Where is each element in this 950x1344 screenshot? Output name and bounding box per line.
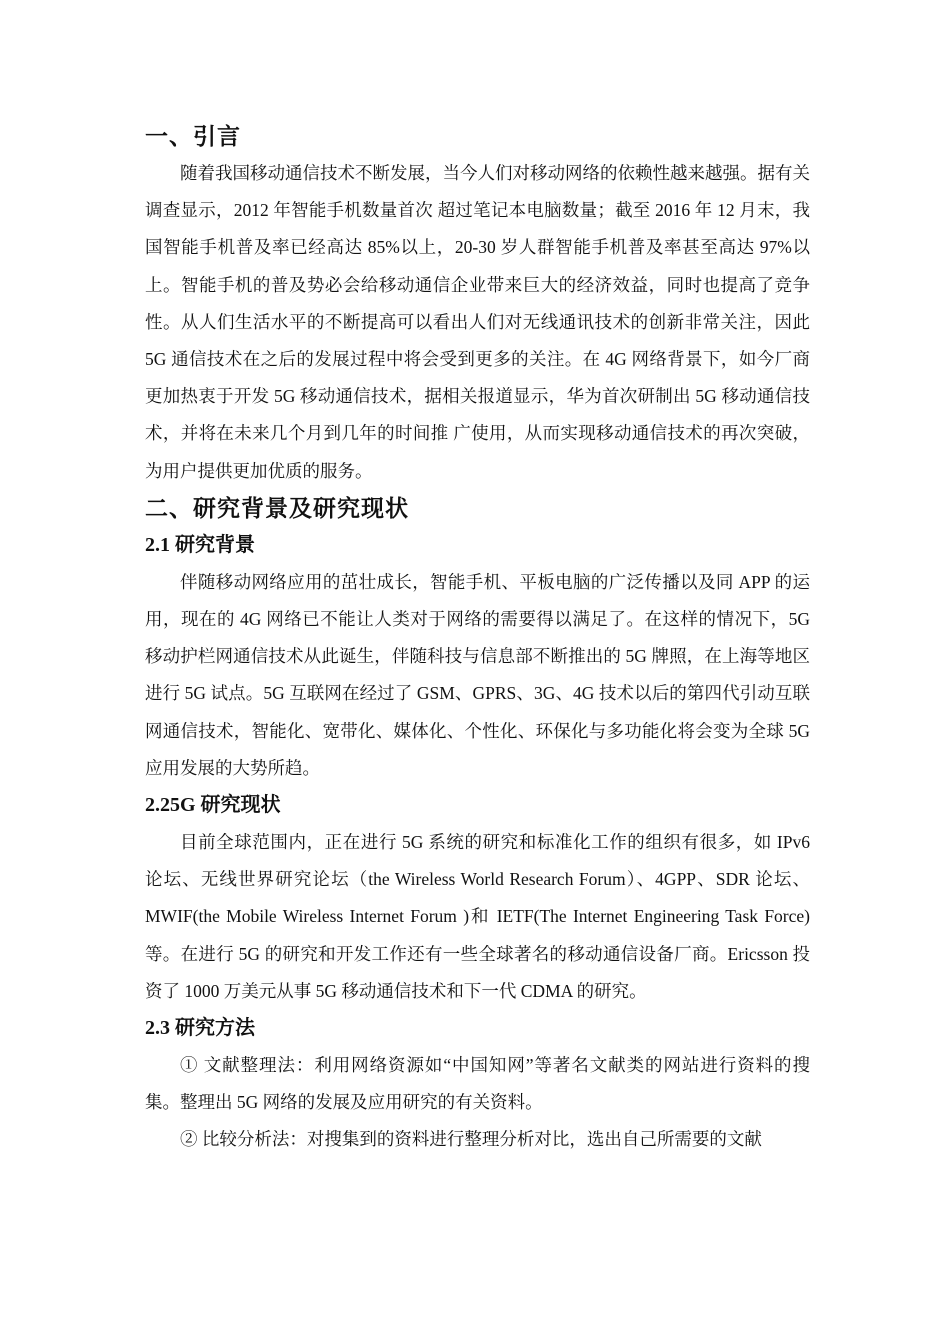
method-literature-review: ① 文献整理法：利用网络资源如“中国知网”等著名文献类的网站进行资料的搜集。整理出 5G 网络的发展及应用研究的有关资料。 [145, 1055, 810, 1113]
section-2-heading: 二、研究背景及研究现状 [145, 495, 409, 521]
subsection-2-2-heading: 2.25G 研究现状 [145, 794, 281, 817]
subsection-2-3-heading: 2.3 研究方法 [145, 1017, 255, 1040]
document-page [145, 118, 810, 1159]
subsection-2-1-heading: 2.1 研究背景 [145, 533, 255, 556]
section-1-paragraph: 随着我国移动通信技术不断发展，当今人们对移动网络的依赖性越来越强。据有关调查显示，2012 年智能手机数量首次 超过笔记本电脑数量；截至 2016 年 12 月末，我国智能手机普及率已经高达 85%以上，20-30 岁人群智能手机普及率甚至高达 97%以上。智能手机的普及势必会给移动通信企业带来巨大的经济效益，同时也提高了竞争性。从人们生活水平的不断提高可以看出人们对无线通讯技术的创新非常关注，因此 5G 通信技术在之后的发展过程中将会受到更多的关注。在 4G 网络背景下，如今厂商 更加热衷于开发 5G 移动通信技术，据相关报道显示，华为首次研制出 5G 移动通信技术，并将在未来几个月到几年的时间推 广使用，从而实现移动通信技术的再次突破，为用户提供更加优质的服务。 [145, 163, 810, 481]
subsection-2-2-paragraph: 目前全球范围内，正在进行 5G 系统的研究和标准化工作的组织有很多，如 IPv6 论坛、无线世界研究论坛（the Wireless World Research Forum）、4GPP、SDR 论坛、MWIF(the Mobile Wireless Internet Forum )和 IETF(The Internet Engineering Task Force)等。在进行 5G 的研究和开发工作还有一些全球著名的移动通信设备厂商。Ericsson 投资了 1000 万美元从事 5G 移动通信技术和下一代 CDMA 的研究。 [145, 832, 810, 1001]
method-comparative-analysis: ② 比较分析法：对搜集到的资料进行整理分析对比，选出自己所需要的文献 [180, 1129, 762, 1150]
subsection-2-1-paragraph: 伴随移动网络应用的茁壮成长，智能手机、平板电脑的广泛传播以及同 APP 的运用，现在的 4G 网络已不能让人类对于网络的需要得以满足了。在这样的情况下，5G 移动护栏网通信技术从此诞生，伴随科技与信息部不断推出的 5G 牌照，在上海等地区进行 5G 试点。5G 互联网在经过了 GSM、GPRS、3G、4G 技术以后的第四代引动互联网通信技术，智能化、宽带化、媒体化、个性化、环保化与多功能化将会变为全球 5G 应用发展的大势所趋。 [145, 571, 810, 778]
section-1-heading: 一、引言 [145, 124, 241, 149]
